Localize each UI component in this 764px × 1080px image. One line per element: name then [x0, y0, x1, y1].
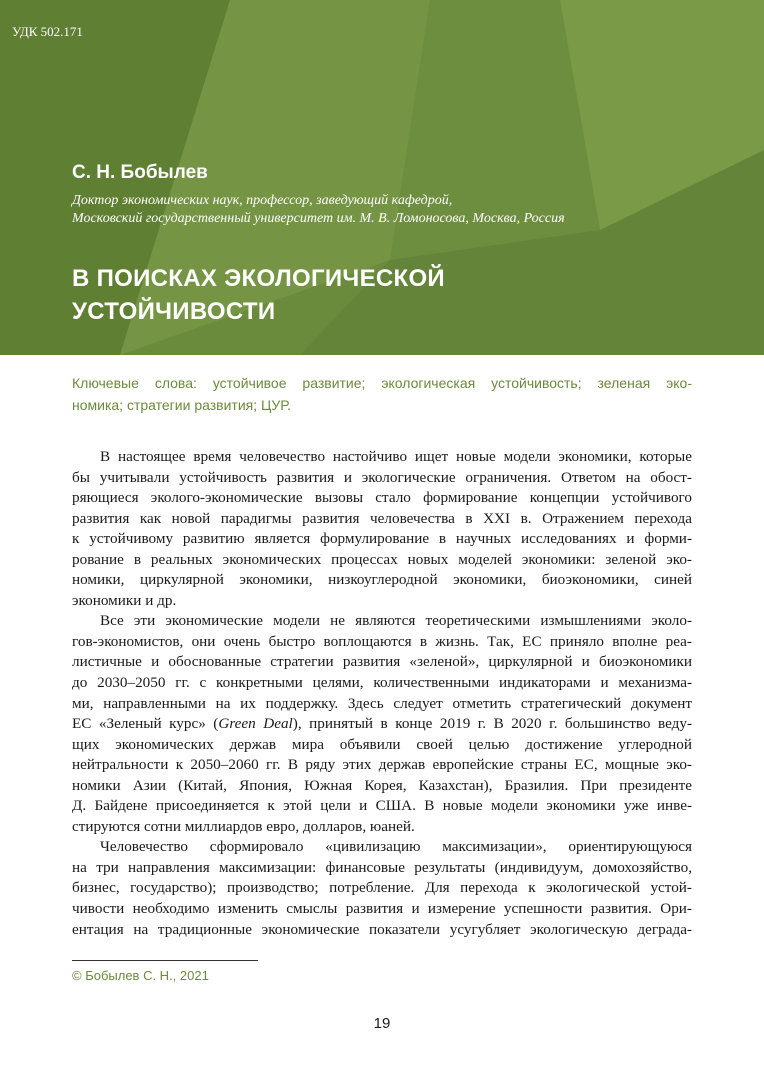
- body-line: В настоящее время человечество настойчиво ищет новые модели экономики, которые: [100, 448, 692, 465]
- keywords-line: Ключевые слова: устойчивое развитие; экологическая устойчивость; зеленая эко-: [72, 375, 692, 391]
- body-line-green-deal: [72, 714, 692, 735]
- line-part: ), принятый в конце 2019 г. В 2020 г. большинство веду-: [292, 715, 692, 733]
- udk-code: УДК 502.171: [12, 24, 83, 39]
- header-banner: [0, 0, 764, 355]
- author-name: С. Н. Бобылев: [72, 162, 208, 183]
- body-line: номики Азии (Китай, Япония, Южная Корея, Казахстан), Бразилия. При президенте: [72, 776, 692, 794]
- body-line: бизнес, государство); производство; потребление. Для перехода к экологической устой-: [72, 879, 692, 897]
- body-line: чивости необходимо изменить смыслы развития и измерение успешности развития. Ори-: [72, 900, 692, 918]
- body-line: на три направления максимизации: финансовые результаты (индивидуум, домохозяйство,: [72, 858, 692, 876]
- copyright-note: © Бобылев С. Н., 2021: [72, 968, 209, 983]
- body-line: ряющиеся эколого-экономические вызовы стало формирование концепции устойчивого: [72, 489, 692, 507]
- footnote-divider: [72, 960, 258, 961]
- body-line: ентация на традиционные экономические показатели усугубляет экологическую деграда-: [72, 920, 692, 938]
- body-line: Все эти экономические модели не являются теоретическими измышлениями эколо-: [100, 612, 692, 630]
- body-line: Д. Байдене присоединяется к этой цели и США. В новые модели экономики уже инве-: [72, 797, 692, 815]
- body-line: Человечество сформировало «цивилизацию максимизации», ориентирующуюся: [100, 838, 692, 856]
- body-line: номики, циркулярной экономики, низкоуглеродной экономики, биоэкономики, синей: [72, 571, 692, 589]
- body-line: гов-экономистов, они очень быстро воплощаются в жизнь. Так, ЕС приняло вполне реа-: [72, 632, 692, 650]
- body-line: бы учитывали устойчивость развития и экологические ограничения. Ответом на обост-: [72, 468, 692, 486]
- body-line: листичные и обоснованные стратегии развития «зеленой», циркулярной и биоэкономики: [72, 653, 692, 671]
- author-affiliation: [72, 192, 565, 228]
- body-line: стируются сотни миллиардов евро, долларов, юаней.: [72, 817, 415, 835]
- title-line: УСТОЙЧИВОСТИ: [72, 298, 276, 325]
- title-line: В ПОИСКАХ ЭКОЛОГИЧЕСКОЙ: [72, 265, 445, 292]
- article-body: [72, 447, 692, 940]
- keywords: [72, 372, 692, 416]
- body-line: до 2030–2050 гг. с конкретными целями, количественными индикаторами и механизма-: [72, 674, 692, 692]
- body-line: нейтральности к 2050–2060 гг. В ряду этих держав европейские страны ЕС, мощные эко-: [72, 756, 692, 774]
- keywords-line: номика; стратегии развития; ЦУР.: [72, 397, 291, 413]
- line-part: ЕС «Зеленый курс» (: [72, 715, 219, 733]
- body-line: щих экономических держав мира объявили своей целью достижение углеродной: [72, 735, 692, 753]
- page-number: 19: [373, 1015, 391, 1032]
- body-line: ми, направленными на их поддержку. Здесь следует отметить стратегический документ: [72, 694, 692, 712]
- body-line: экономики и др.: [72, 591, 177, 609]
- article-title: [72, 262, 445, 328]
- body-line: к устойчивому развитию является формулирование в научных исследованиях и форми-: [72, 530, 692, 548]
- affiliation-line: Московский государственный университет им. М. В. Ломоносова, Москва, Россия: [72, 211, 565, 226]
- affiliation-line: Доктор экономических наук, профессор, заведующий кафедрой,: [72, 193, 453, 208]
- green-deal-term: Green Deal: [218, 715, 293, 733]
- body-line: рование в реальных экономических процессах новых моделей экономики: зеленой эко-: [72, 550, 692, 568]
- body-line: развития как новой парадигмы развития человечества в XXI в. Отражением перехода: [72, 509, 692, 527]
